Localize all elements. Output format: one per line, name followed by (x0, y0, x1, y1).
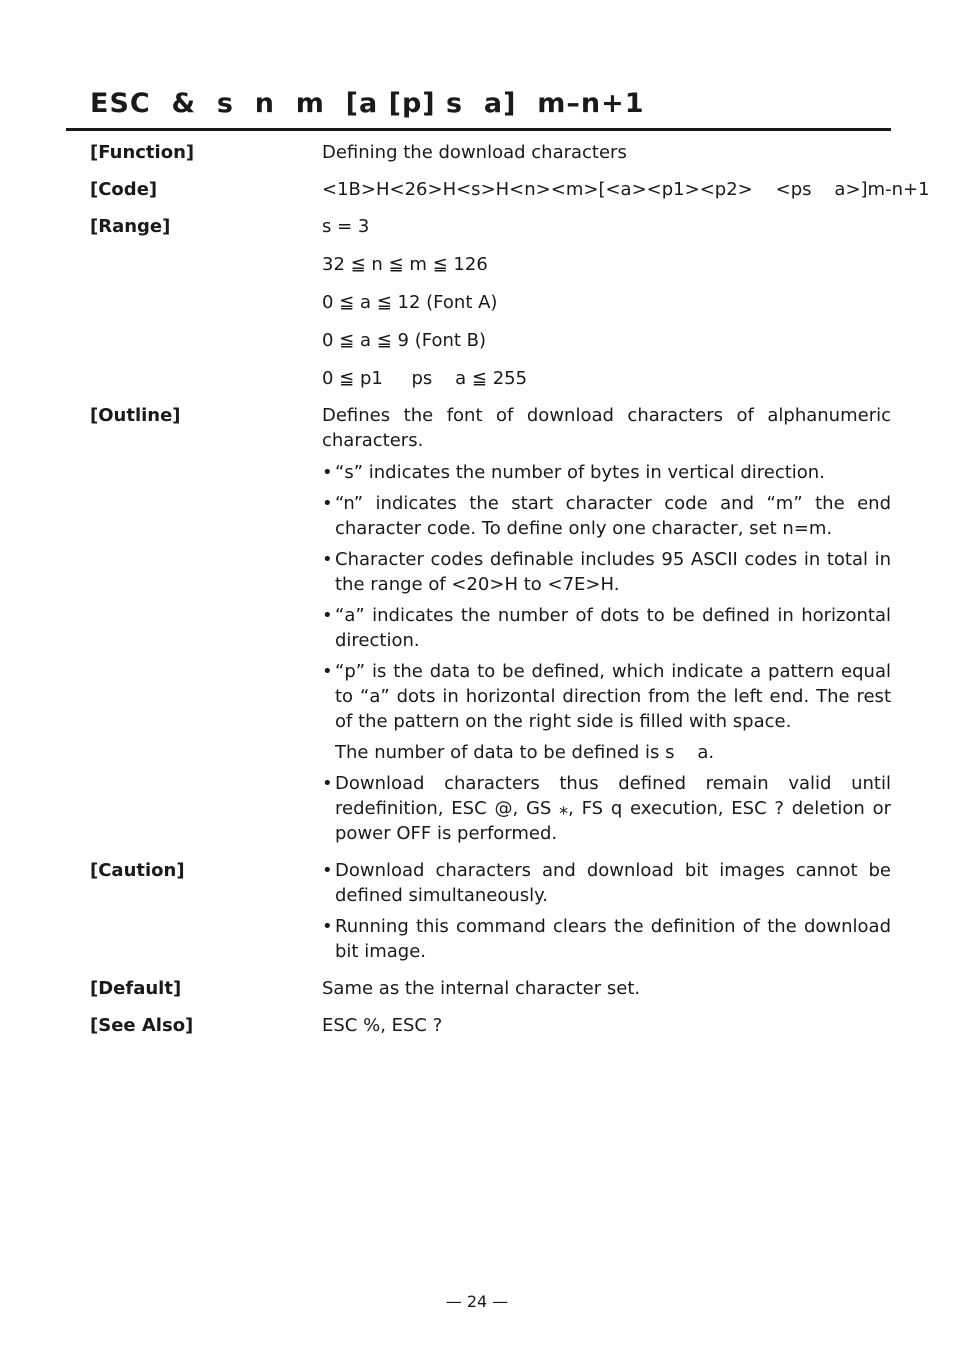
range-values (322, 214, 891, 391)
caution-label: [Caution] (90, 860, 185, 881)
outline-intro: Defines the font of download characters of alphanumeric characters. (322, 405, 891, 451)
bullet-text: Character codes definable includes 95 ASCII codes in total in the range of <20>H to <7E>H. (335, 549, 891, 595)
range-line: s = 3 (322, 216, 370, 237)
range-line: 0 ≦ p1 ps a ≦ 255 (322, 368, 528, 389)
outline-note: The number of data to be defined is s a. (335, 742, 715, 763)
see-also-value: ESC %, ESC ? (322, 1015, 443, 1036)
code-label: [Code] (90, 179, 158, 200)
command-reference (90, 140, 930, 1050)
outline-bullet (322, 659, 891, 734)
range-label: [Range] (90, 216, 171, 237)
caution-bullet (322, 858, 891, 908)
title-rule (66, 128, 891, 131)
bullet-text: “s” indicates the number of bytes in vertical direction. (335, 462, 825, 483)
bullet-text: Download characters and download bit images cannot be defined simultaneously. (335, 860, 891, 906)
caution-body (322, 858, 891, 964)
bullet-dot: • (322, 462, 333, 483)
function-row (90, 140, 891, 165)
page-title: ESC & s n m [a [p] s a] m–n+1 (90, 88, 645, 119)
outline-bullet (322, 491, 891, 541)
bullet-text: Download characters thus defined remain valid until redefinition, ESC @, GS ⁎, FS q execution, ESC ? deletion or power OFF is performed. (335, 773, 891, 844)
range-line: 0 ≦ a ≦ 9 (Font B) (322, 330, 487, 351)
outline-row (90, 403, 891, 846)
range-line: 0 ≦ a ≦ 12 (Font A) (322, 292, 498, 313)
caution-bullet (322, 914, 891, 964)
outline-bullet (322, 460, 891, 485)
bullet-text: Running this command clears the definition of the download bit image. (335, 916, 891, 962)
function-value: Defining the download characters (322, 142, 627, 163)
function-label: [Function] (90, 142, 195, 163)
see-also-row (90, 1013, 891, 1038)
see-also-label: [See Also] (90, 1015, 194, 1036)
outline-body (322, 403, 891, 846)
bullet-text: “a” indicates the number of dots to be defined in horizontal direction. (335, 605, 891, 651)
outline-bullet (322, 603, 891, 653)
bullet-dot: • (322, 916, 333, 937)
bullet-dot: • (322, 661, 333, 682)
default-row (90, 976, 891, 1001)
bullet-text: “p” is the data to be defined, which indicate a pattern equal to “a” dots in horizontal direction from the left end. The rest of the pattern on the right side is filled with space. (335, 661, 891, 732)
outline-bullet (322, 547, 891, 597)
outline-label: [Outline] (90, 405, 181, 426)
outline-bullet (322, 771, 891, 846)
bullet-text: “n” indicates the start character code and “m” the end character code. To define only one character, set n=m. (335, 493, 891, 539)
bullet-dot: • (322, 773, 333, 794)
bullet-dot: • (322, 605, 333, 626)
bullet-dot: • (322, 549, 333, 570)
bullet-dot: • (322, 860, 333, 881)
code-value: <1B>H<26>H<s>H<n><m>[<a><p1><p2> <ps a>]m-n+1 (322, 179, 930, 200)
default-value: Same as the internal character set. (322, 978, 641, 999)
page-number: — 24 — (445, 1292, 509, 1311)
caution-row (90, 858, 891, 964)
default-label: [Default] (90, 978, 182, 999)
bullet-dot: • (322, 493, 333, 514)
range-line: 32 ≦ n ≦ m ≦ 126 (322, 254, 488, 275)
range-row (90, 214, 891, 391)
code-row (90, 177, 930, 202)
